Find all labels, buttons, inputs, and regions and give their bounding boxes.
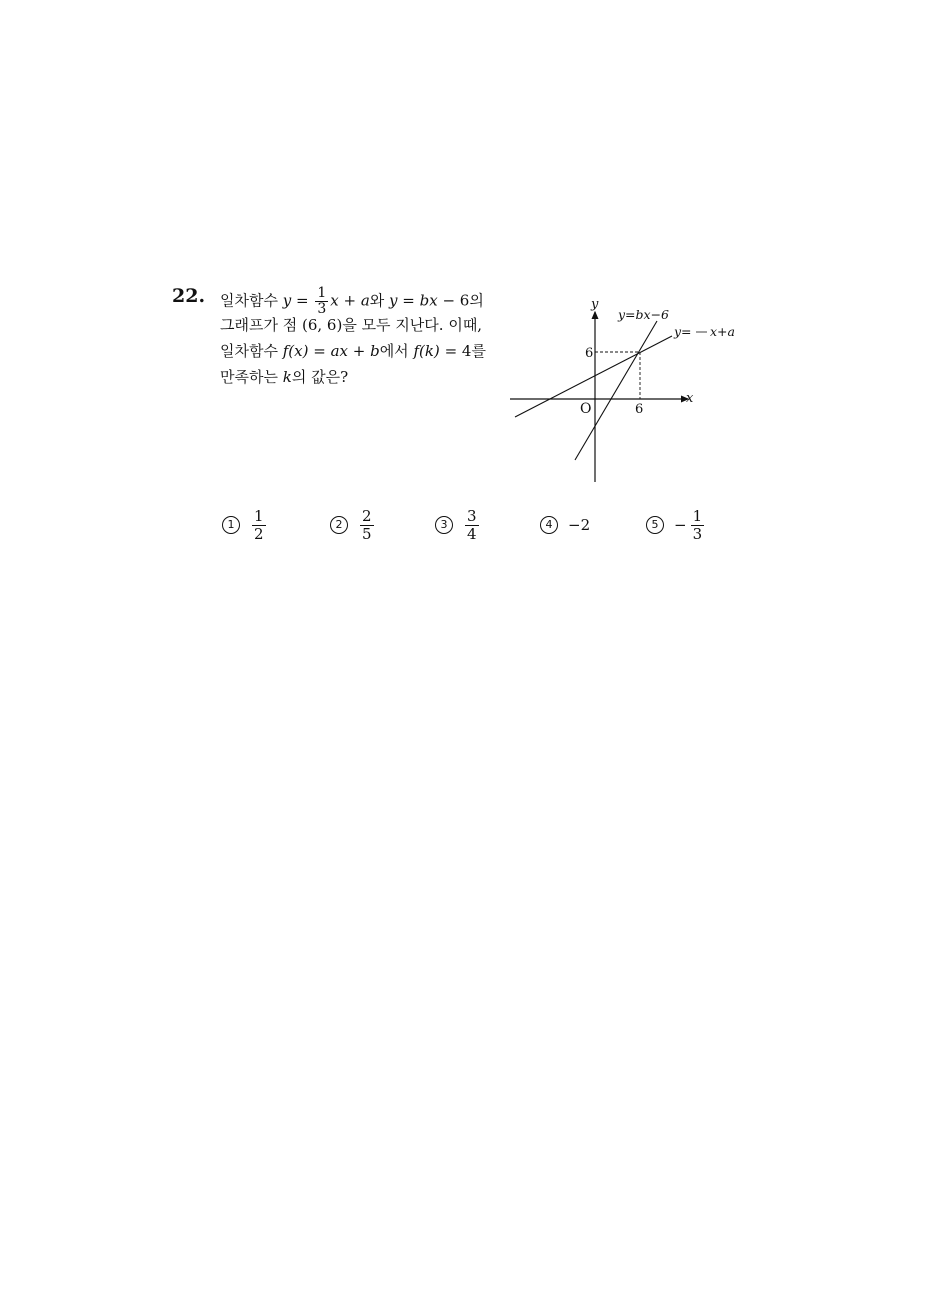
choice-fraction: [465, 508, 479, 543]
choice-2[interactable]: [330, 505, 376, 545]
choice-3[interactable]: [435, 505, 481, 545]
origin-label: O: [580, 401, 592, 417]
choice-number-icon: 3: [435, 516, 453, 534]
math-expr: f(x): [282, 342, 309, 360]
math-var: x: [330, 291, 339, 310]
math-var: y: [389, 291, 398, 310]
text: 에서: [379, 342, 414, 360]
choice-number-icon: 1: [222, 516, 240, 534]
choice-number-icon: 5: [646, 516, 664, 534]
math-var: k: [282, 368, 292, 386]
fraction-denominator: 5: [362, 524, 372, 543]
x-tick-label-6: 6: [635, 402, 644, 417]
fraction-denominator: 2: [254, 524, 264, 543]
fraction-denominator: 4: [467, 524, 477, 543]
line-one-third-x-plus-a: [515, 336, 672, 417]
choice-fraction: [252, 508, 266, 543]
fraction-numerator: 1: [254, 506, 264, 525]
fraction-numerator: 2: [362, 506, 372, 525]
math-var: b: [370, 342, 380, 360]
text: 일차함수: [220, 342, 283, 360]
text: =: [291, 291, 314, 310]
fraction-denominator: 3: [317, 301, 327, 317]
problem-statement-line-1: [220, 286, 484, 317]
choice-fraction: [360, 508, 374, 543]
y-axis-label: y: [591, 297, 599, 312]
problem-statement-line-4: [220, 367, 348, 387]
coordinate-graph: [500, 290, 760, 490]
math-var: a: [360, 291, 370, 310]
math-var: y: [282, 291, 292, 310]
choice-1[interactable]: [222, 505, 268, 545]
y-tick-label-6: 6: [585, 346, 594, 361]
problem-number: 22.: [172, 285, 206, 307]
choice-number-icon: 4: [540, 516, 558, 534]
text: =: [397, 291, 420, 310]
choice-4[interactable]: [540, 505, 590, 545]
text: = 4를: [439, 342, 486, 360]
answer-choices: [222, 505, 742, 545]
math-var: bx: [419, 291, 438, 310]
text: 와: [369, 291, 390, 310]
problem-statement-line-2: 그래프가 점 (6, 6)을 모두 지난다. 이때,: [220, 316, 483, 334]
line-bx-minus-6: [575, 321, 657, 460]
text: +: [338, 291, 361, 310]
math-expr: f(k): [413, 342, 440, 360]
choice-value: −2: [568, 516, 591, 534]
text: − 6의: [437, 291, 484, 310]
choice-fraction: [691, 508, 705, 543]
text: =: [308, 342, 331, 360]
choice-number-icon: 2: [330, 516, 348, 534]
text: 만족하는: [220, 368, 283, 386]
math-expr: ax: [330, 342, 348, 360]
problem-statement-line-3: [220, 341, 486, 361]
fraction-denominator: 3: [692, 524, 703, 543]
text: 일차함수: [220, 291, 283, 310]
text: 의 값은?: [291, 368, 349, 386]
fraction-one-third: [315, 286, 328, 317]
text: +: [347, 342, 371, 360]
fraction-numerator: 1: [317, 285, 327, 301]
choice-sign: −: [674, 516, 687, 534]
line-b-label: y=bx−6: [618, 307, 670, 322]
fraction-numerator: 3: [467, 506, 477, 525]
choice-5[interactable]: [646, 505, 706, 545]
x-axis-label: x: [686, 391, 694, 406]
line-a-label-suffix: x+a: [710, 324, 735, 339]
line-a-label-prefix: y=: [674, 324, 692, 339]
fraction-numerator: 1: [692, 506, 703, 525]
